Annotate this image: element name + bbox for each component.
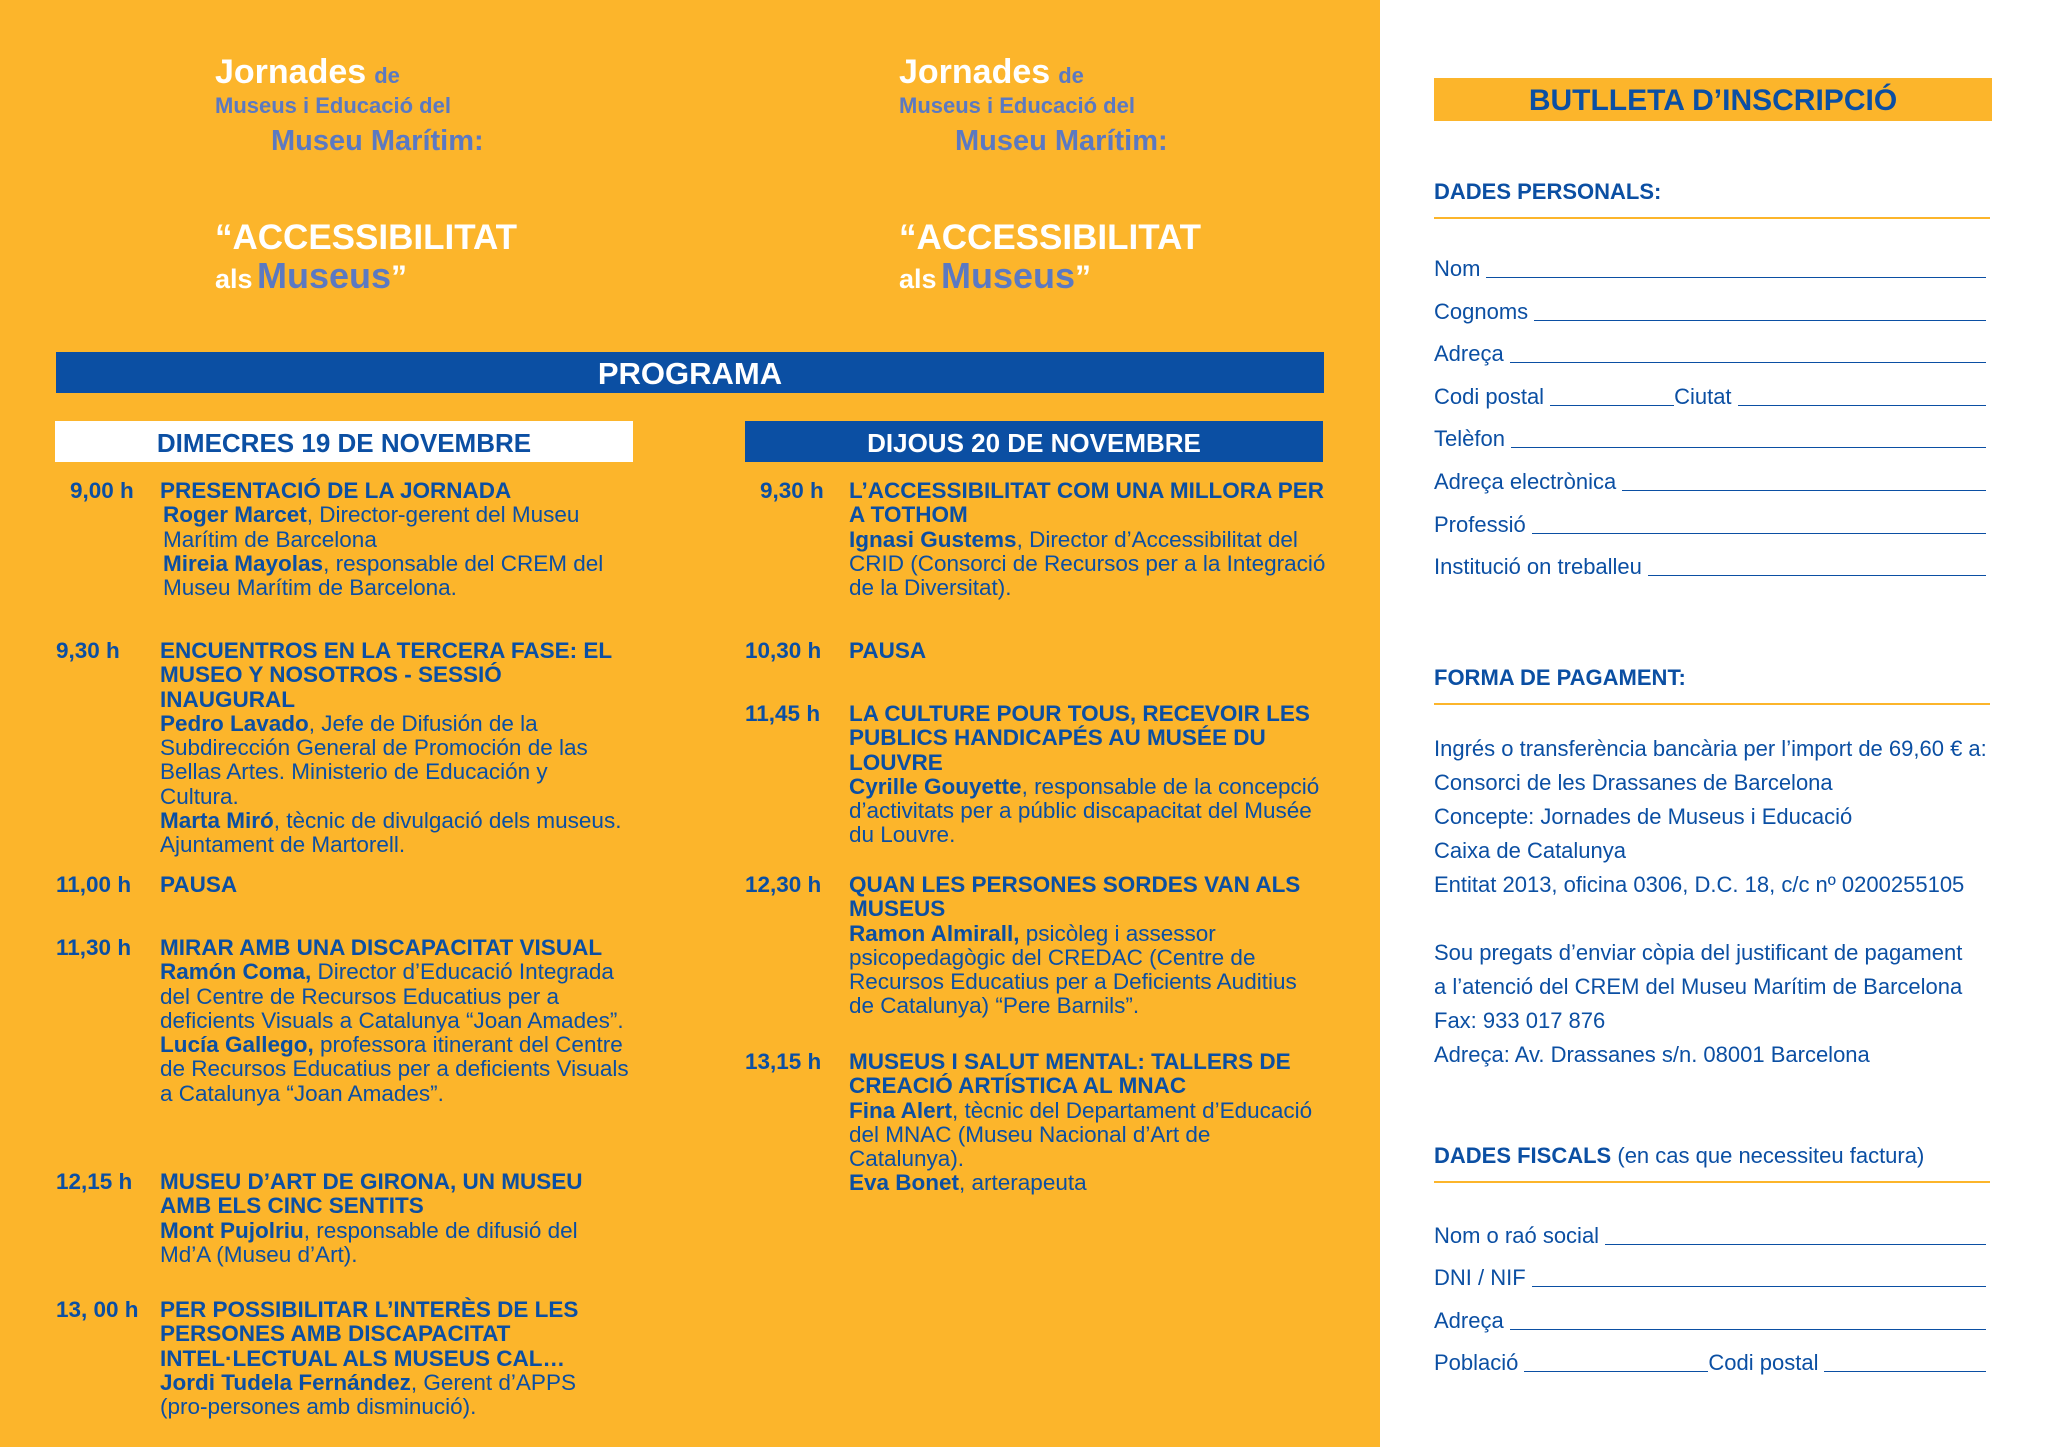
payment-line: Entitat 2013, oficina 0306, D.C. 18, c/c nº 0200255105 [1434,872,1965,897]
professio-field[interactable]: Professió [1434,510,1986,538]
telefon-field[interactable]: Telèfon [1434,424,1986,452]
payment-line: Adreça: Av. Drassanes s/n. 08001 Barcelona [1434,1042,1870,1067]
payment-heading: FORMA DE PAGAMENT: [1434,665,1990,705]
item-title: PAUSA [160,872,238,897]
fiscal-heading: DADES FISCALS (en cas que necessiteu factura) [1434,1143,1990,1183]
speaker: Marta Miró, tècnic de divulgació dels museus. Ajuntament de Martorell. [160,808,622,858]
item-title: LA CULTURE POUR TOUS, RECEVOIR LES PUBLICS HANDICAPÉS AU MUSÉE DU LOUVRE [849,701,1310,775]
item-time: 11,45 h [745,701,821,726]
item-time: 13,15 h [745,1049,822,1074]
title-museus: als Museus” [899,255,1092,296]
payment-line: Sou pregats d’enviar còpia del justificant de pagament [1434,940,1963,965]
speaker: Mireia Mayolas, responsable del CREM del Museu Marítim de Barcelona. [163,550,604,601]
adreca-fiscal-field[interactable]: Adreça [1434,1306,1986,1334]
item-time: 12,30 h [745,872,822,897]
speaker: Pedro Lavado, Jefe de Difusión de la Subdirección General de Promoción de las Bellas Artes. Ministerio de Educación y Cultura. [160,710,588,809]
codi-postal-ciutat-field[interactable]: Codi postal Ciutat [1434,382,1986,410]
programa-header: PROGRAMA [56,352,1324,393]
speaker: Jordi Tudela Fernández, Gerent d’APPS (pro-persones amb disminució). [160,1369,576,1420]
item-time: 12,15 h [56,1169,133,1194]
title-line3: Museu Marítim: [955,125,1168,157]
speaker: Mont Pujolriu, responsable de difusió del Md’A (Museu d’Art). [160,1217,578,1267]
payment-line: Ingrés o transferència bancària per l’import de 69,60 € a: [1434,736,1987,761]
item-title: MUSEUS I SALUT MENTAL: TALLERS DE CREACIÓ ARTÍSTICA AL MNAC [849,1049,1291,1099]
payment-line: Fax: 933 017 876 [1434,1008,1606,1033]
title-jornades: Jornades de [215,53,400,91]
item-title: MUSEU D’ART DE GIRONA, UN MUSEU AMB ELS CINC SENTITS [160,1169,583,1219]
speaker: Ramón Coma, Director d’Educació Integrada del Centre de Recursos Educatius per a deficients Visuals a Catalunya “Joan Amades”. [160,959,624,1033]
payment-line: Caixa de Catalunya [1434,838,1627,863]
dni-field[interactable]: DNI / NIF [1434,1263,1986,1291]
speaker: Fina Alert, tècnic del Departament d’Educació del MNAC (Museu Nacional d’Art de Catalunya). [849,1097,1313,1172]
title-museus: als Museus” [215,255,408,296]
item-time: 11,30 h [56,935,132,960]
personal-data-heading: DADES PERSONALS: [1434,179,1990,219]
speaker: Cyrille Gouyette, responsable de la concepció d’activitats per a públic discapacitat del Musée du Louvre. [849,773,1320,848]
item-time: 11,00 h [56,872,132,897]
title-line2: Museus i Educació del [899,93,1135,118]
institucio-field[interactable]: Institució on treballeu [1434,552,1986,580]
item-title: QUAN LES PERSONES SORDES VAN ALS MUSEUS [849,872,1301,922]
payment-line: Concepte: Jornades de Museus i Educació [1434,804,1853,829]
speaker: Ramon Almirall, psicòleg i assessor psicopedagògic del CREDAC (Centre de Recursos Educatius per a Deficients Auditius de Catalunya) “Pere Barnils”. [849,920,1297,1019]
item-time: 9,30 h [56,638,120,663]
title-line2: Museus i Educació del [215,93,451,118]
item-title: L’ACCESSIBILITAT COM UNA MILLORA PER A TOTHOM [849,478,1324,528]
day1-header: DIMECRES 19 DE NOVEMBRE [55,421,633,462]
payment-line: Consorci de les Drassanes de Barcelona [1434,770,1833,795]
payment-line: a l’atenció del CREM del Museu Marítim de Barcelona [1434,974,1963,999]
speaker: Roger Marcet, Director-gerent del Museu Marítim de Barcelona [163,502,580,552]
email-field[interactable]: Adreça electrònica [1434,467,1986,495]
item-title: PER POSSIBILITAR L’INTERÈS DE LES PERSONES AMB DISCAPACITAT INTEL·LECTUAL ALS MUSEUS CAL… [160,1297,579,1371]
item-time: 9,30 h [760,478,824,503]
nom-field[interactable]: Nom [1434,254,1986,282]
item-time: 10,30 h [745,638,822,663]
day2-header: DIJOUS 20 DE NOVEMBRE [745,421,1323,462]
item-time: 9,00 h [70,478,134,503]
payment-info [1434,732,2014,1072]
speaker: Lucía Gallego, professora itinerant del Centre de Recursos Educatius per a deficients Visuals a Catalunya “Joan Amades”. [160,1032,629,1106]
title-line3: Museu Marítim: [271,125,484,157]
cognoms-field[interactable]: Cognoms [1434,297,1986,325]
item-title: PRESENTACIÓ DE LA JORNADA [160,478,512,503]
item-title: PAUSA [849,638,927,663]
poblacio-codi-postal-field[interactable]: Població Codi postal [1434,1348,1986,1376]
adreca-field[interactable]: Adreça [1434,339,1986,367]
item-time: 13, 00 h [56,1297,139,1322]
form-title: BUTLLETA D’INSCRIPCIÓ [1434,78,1992,121]
item-title: ENCUENTROS EN LA TERCERA FASE: EL MUSEO Y NOSOTROS - SESSIÓ INAUGURAL [160,638,612,712]
item-title: MIRAR AMB UNA DISCAPACITAT VISUAL [160,935,603,960]
title-accessibilitat: “ACCESSIBILITAT [215,218,518,257]
title-jornades: Jornades de [899,53,1084,91]
speaker: Eva Bonet, arterapeuta [849,1170,1087,1196]
title-accessibilitat: “ACCESSIBILITAT [899,218,1202,257]
rao-social-field[interactable]: Nom o raó social [1434,1221,1986,1249]
speaker: Ignasi Gustems, Director d’Accessibilitat del CRID (Consorci de Recursos per a la Integració de la Diversitat). [849,526,1326,601]
